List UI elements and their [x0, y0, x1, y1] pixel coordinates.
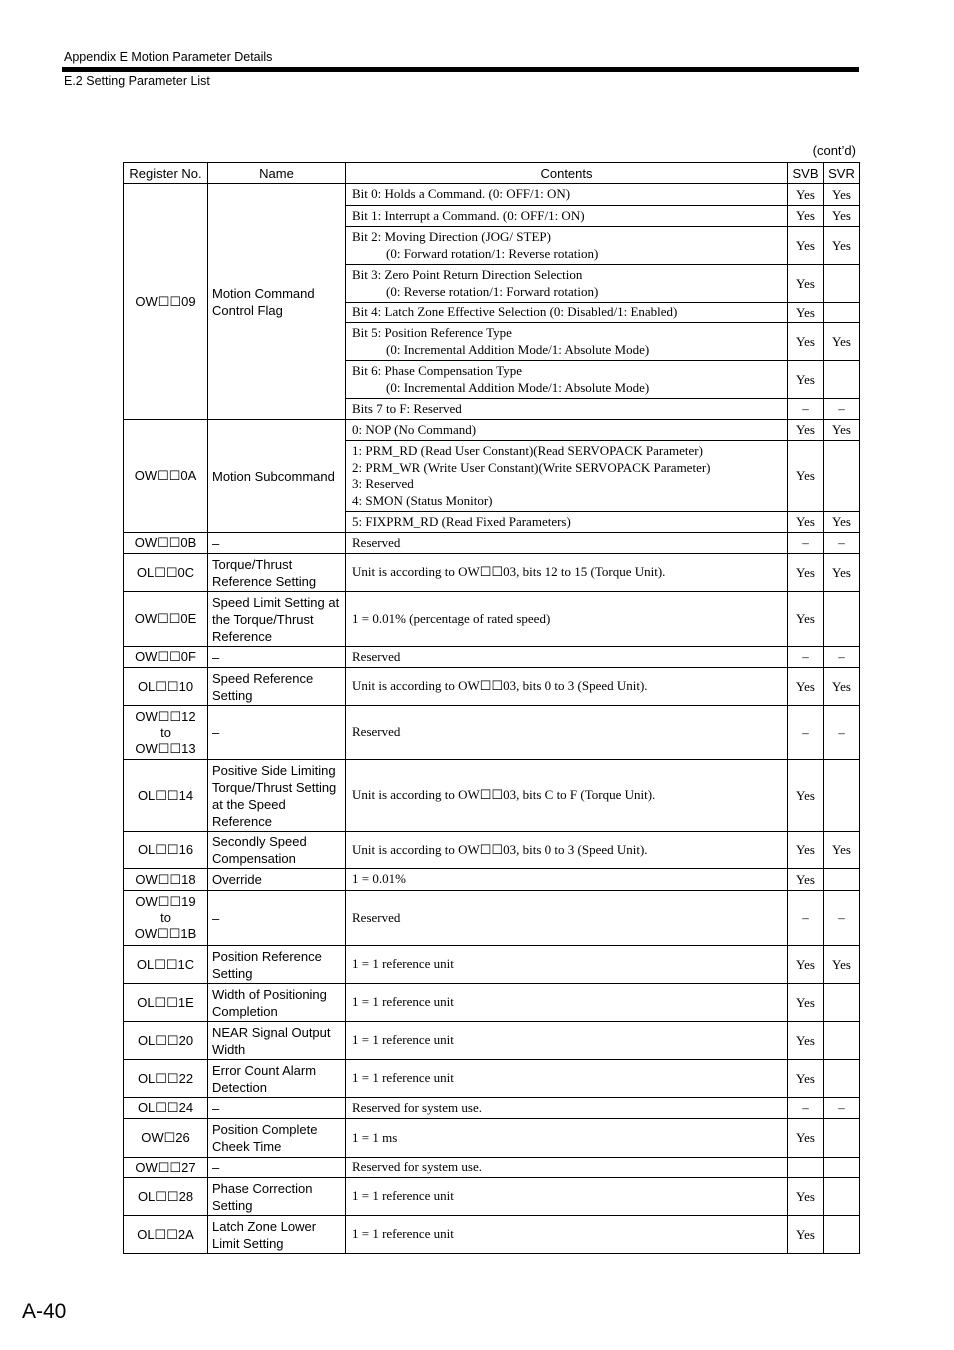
- svb-support: Yes: [788, 592, 824, 647]
- svr-support: [824, 265, 860, 303]
- svr-support: Yes: [824, 420, 860, 441]
- svb-support: Yes: [788, 869, 824, 891]
- page-number: A-40: [22, 1300, 67, 1323]
- svr-support: [824, 303, 860, 323]
- table-row: [124, 891, 860, 946]
- table-row: [124, 533, 860, 554]
- svb-support: Yes: [788, 668, 824, 706]
- parameter-contents: [346, 441, 788, 512]
- contents-line: (0: Incremental Addition Mode/1: Absolute Mode): [386, 341, 650, 357]
- contents-line: 2: PRM_WR (Write User Constant)(Write SERVOPACK Parameter): [352, 459, 711, 475]
- table-row: [124, 1022, 860, 1060]
- svr-support: Yes: [824, 227, 860, 265]
- register-number: OW☐☐27: [124, 1158, 208, 1178]
- svr-support: –: [824, 891, 860, 946]
- contents-line: Reserved: [352, 648, 401, 664]
- parameter-contents: [346, 1022, 788, 1060]
- table-row: [124, 1060, 860, 1098]
- contents-line: Bits 7 to F: Reserved: [352, 400, 462, 416]
- table-row: [124, 706, 860, 760]
- svr-support: Yes: [824, 554, 860, 592]
- contents-line: Reserved for system use.: [352, 1099, 482, 1115]
- parameter-name: NEAR Signal Output Width: [208, 1022, 346, 1060]
- table-row: [124, 184, 860, 206]
- parameter-contents: [346, 227, 788, 265]
- svr-support: [824, 760, 860, 832]
- svr-support: –: [824, 1098, 860, 1119]
- svr-support: Yes: [824, 832, 860, 869]
- parameter-contents: [346, 832, 788, 869]
- parameter-contents: [346, 760, 788, 832]
- contents-line: Bit 3: Zero Point Return Direction Selection: [352, 267, 583, 282]
- contents-line: Reserved for system use.: [352, 1159, 482, 1175]
- svr-support: [824, 592, 860, 647]
- header-rule: [62, 67, 859, 72]
- table-row: [124, 647, 860, 668]
- svb-support: [788, 1158, 824, 1178]
- register-number: OW☐☐09: [124, 184, 208, 420]
- parameter-contents: [346, 554, 788, 592]
- parameter-name: Position Complete Cheek Time: [208, 1119, 346, 1158]
- contents-line: (0: Incremental Addition Mode/1: Absolute Mode): [386, 379, 650, 395]
- svr-support: [824, 1216, 860, 1254]
- svr-support: –: [824, 647, 860, 668]
- parameter-contents: [346, 1098, 788, 1119]
- parameter-name: –: [208, 891, 346, 946]
- parameter-contents: [346, 420, 788, 441]
- svr-support: Yes: [824, 512, 860, 533]
- parameter-name: Width of Positioning Completion: [208, 984, 346, 1022]
- contents-line: Bit 1: Interrupt a Command. (0: OFF/1: ON): [352, 207, 585, 223]
- column-header-svb: SVB: [788, 163, 824, 184]
- contents-line: 1 = 1 reference unit: [352, 1032, 454, 1048]
- parameter-contents: [346, 592, 788, 647]
- parameter-contents: [346, 206, 788, 227]
- parameter-contents: [346, 265, 788, 303]
- register-number: OW☐26: [124, 1119, 208, 1158]
- parameter-contents: [346, 1178, 788, 1216]
- table-row: [124, 554, 860, 592]
- svr-support: Yes: [824, 184, 860, 206]
- svb-support: Yes: [788, 1178, 824, 1216]
- svb-support: –: [788, 533, 824, 554]
- parameter-name: Error Count Alarm Detection: [208, 1060, 346, 1098]
- table-row: [124, 420, 860, 441]
- parameter-name: Speed Limit Setting at the Torque/Thrust Reference: [208, 592, 346, 647]
- parameter-name: Secondly Speed Compensation: [208, 832, 346, 869]
- table-row: [124, 984, 860, 1022]
- contents-line: Reserved: [352, 724, 401, 740]
- parameter-name: –: [208, 533, 346, 554]
- table-row: [124, 1178, 860, 1216]
- table-body: [124, 184, 860, 1254]
- table-row: [124, 1098, 860, 1119]
- register-number: OL☐☐24: [124, 1098, 208, 1119]
- parameter-contents: [346, 533, 788, 554]
- section-header: E.2 Setting Parameter List: [64, 74, 210, 88]
- svb-support: –: [788, 706, 824, 760]
- svb-support: Yes: [788, 946, 824, 984]
- parameter-contents: [346, 869, 788, 891]
- contents-line: 5: FIXPRM_RD (Read Fixed Parameters): [352, 513, 571, 529]
- parameter-contents: [346, 1060, 788, 1098]
- column-header-register: Register No.: [124, 163, 208, 184]
- svr-support: –: [824, 533, 860, 554]
- svb-support: –: [788, 399, 824, 420]
- table-header-row: [124, 163, 860, 184]
- svr-support: [824, 441, 860, 512]
- svb-support: Yes: [788, 760, 824, 832]
- register-number: OL☐☐1C: [124, 946, 208, 984]
- table-row: [124, 1158, 860, 1178]
- svr-support: [824, 1178, 860, 1216]
- parameter-contents: [346, 361, 788, 399]
- contents-line: 3: Reserved: [352, 476, 414, 491]
- svr-support: [824, 869, 860, 891]
- svb-support: Yes: [788, 512, 824, 533]
- register-number: OL☐☐16: [124, 832, 208, 869]
- contents-line: 1 = 1 reference unit: [352, 1226, 454, 1242]
- table-row: [124, 668, 860, 706]
- svb-support: Yes: [788, 323, 824, 361]
- contents-line: 4: SMON (Status Monitor): [352, 492, 493, 508]
- svb-support: –: [788, 1098, 824, 1119]
- contents-line: 1 = 1 reference unit: [352, 1070, 454, 1086]
- table-row: [124, 946, 860, 984]
- svr-support: Yes: [824, 323, 860, 361]
- svb-support: –: [788, 891, 824, 946]
- register-number: OL☐☐22: [124, 1060, 208, 1098]
- table-row: [124, 1119, 860, 1158]
- contents-line: (0: Reverse rotation/1: Forward rotation): [386, 283, 599, 299]
- parameter-name: –: [208, 706, 346, 760]
- svr-support: –: [824, 399, 860, 420]
- svb-support: Yes: [788, 832, 824, 869]
- svr-support: –: [824, 706, 860, 760]
- contents-line: (0: Forward rotation/1: Reverse rotation): [386, 245, 599, 261]
- svb-support: Yes: [788, 1216, 824, 1254]
- parameter-contents: [346, 1119, 788, 1158]
- svb-support: Yes: [788, 1119, 824, 1158]
- svb-support: –: [788, 647, 824, 668]
- svr-support: [824, 1022, 860, 1060]
- parameter-contents: [346, 891, 788, 946]
- contents-line: Bit 0: Holds a Command. (0: OFF/1: ON): [352, 186, 571, 202]
- register-number: OL☐☐28: [124, 1178, 208, 1216]
- register-number: OL☐☐10: [124, 668, 208, 706]
- parameter-contents: [346, 946, 788, 984]
- parameter-name: –: [208, 647, 346, 668]
- svb-support: Yes: [788, 184, 824, 206]
- register-number: OW☐☐12 to OW☐☐13: [124, 706, 208, 760]
- contents-line: Unit is according to OW☐☐03, bits 0 to 3 (Speed Unit).: [352, 678, 648, 694]
- register-number: OW☐☐0E: [124, 592, 208, 647]
- svb-support: Yes: [788, 1060, 824, 1098]
- contents-line: 1: PRM_RD (Read User Constant)(Read SERVOPACK Parameter): [352, 443, 703, 458]
- contents-line: Reserved: [352, 909, 401, 925]
- parameter-contents: [346, 512, 788, 533]
- parameter-contents: [346, 1158, 788, 1178]
- register-number: OW☐☐19 to OW☐☐1B: [124, 891, 208, 946]
- table-row: [124, 869, 860, 891]
- parameter-contents: [346, 706, 788, 760]
- register-number: OL☐☐1E: [124, 984, 208, 1022]
- column-header-svr: SVR: [824, 163, 860, 184]
- svr-support: Yes: [824, 946, 860, 984]
- register-number: OW☐☐18: [124, 869, 208, 891]
- svb-support: Yes: [788, 554, 824, 592]
- parameter-table: [123, 162, 860, 1254]
- contents-line: Unit is according to OW☐☐03, bits C to F (Torque Unit).: [352, 787, 656, 803]
- contents-line: 1 = 0.01%: [352, 871, 406, 887]
- register-number: OL☐☐2A: [124, 1216, 208, 1254]
- contents-line: Bit 4: Latch Zone Effective Selection (0: Disabled/1: Enabled): [352, 304, 678, 320]
- parameter-contents: [346, 984, 788, 1022]
- parameter-name: Override: [208, 869, 346, 891]
- contents-line: Unit is according to OW☐☐03, bits 0 to 3 (Speed Unit).: [352, 841, 648, 857]
- register-number: OL☐☐20: [124, 1022, 208, 1060]
- contents-line: Unit is according to OW☐☐03, bits 12 to 15 (Torque Unit).: [352, 564, 666, 580]
- parameter-name: Speed Reference Setting: [208, 668, 346, 706]
- table-row: [124, 760, 860, 832]
- svr-support: Yes: [824, 668, 860, 706]
- register-number: OW☐☐0B: [124, 533, 208, 554]
- svb-support: Yes: [788, 441, 824, 512]
- register-number: OW☐☐0F: [124, 647, 208, 668]
- contents-line: 0: NOP (No Command): [352, 421, 477, 437]
- table-row: [124, 592, 860, 647]
- svb-support: Yes: [788, 1022, 824, 1060]
- svb-support: Yes: [788, 420, 824, 441]
- contents-line: 1 = 1 reference unit: [352, 1188, 454, 1204]
- svr-support: [824, 984, 860, 1022]
- parameter-name: Position Reference Setting: [208, 946, 346, 984]
- svr-support: [824, 1060, 860, 1098]
- contents-line: 1 = 1 ms: [352, 1129, 398, 1145]
- continued-label: (cont’d): [812, 143, 856, 158]
- svb-support: Yes: [788, 227, 824, 265]
- parameter-name: Motion Subcommand: [208, 420, 346, 533]
- parameter-name: –: [208, 1098, 346, 1119]
- register-number: OW☐☐0A: [124, 420, 208, 533]
- parameter-contents: [346, 647, 788, 668]
- parameter-name: –: [208, 1158, 346, 1178]
- parameter-name: Motion Command Control Flag: [208, 184, 346, 420]
- svb-support: Yes: [788, 984, 824, 1022]
- svb-support: Yes: [788, 303, 824, 323]
- parameter-contents: [346, 1216, 788, 1254]
- parameter-name: Phase Correction Setting: [208, 1178, 346, 1216]
- register-number: OL☐☐14: [124, 760, 208, 832]
- column-header-name: Name: [208, 163, 346, 184]
- svb-support: Yes: [788, 206, 824, 227]
- parameter-contents: [346, 399, 788, 420]
- contents-line: Reserved: [352, 534, 401, 550]
- svb-support: Yes: [788, 265, 824, 303]
- svr-support: [824, 1158, 860, 1178]
- table-row: [124, 832, 860, 869]
- contents-line: Bit 6: Phase Compensation Type: [352, 363, 523, 378]
- contents-line: Bit 2: Moving Direction (JOG/ STEP): [352, 229, 551, 244]
- contents-line: 1 = 1 reference unit: [352, 994, 454, 1010]
- parameter-contents: [346, 184, 788, 206]
- parameter-name: Positive Side Limiting Torque/Thrust Setting at the Speed Reference: [208, 760, 346, 832]
- svr-support: Yes: [824, 206, 860, 227]
- parameter-name: Torque/Thrust Reference Setting: [208, 554, 346, 592]
- contents-line: Bit 5: Position Reference Type: [352, 325, 512, 340]
- parameter-contents: [346, 323, 788, 361]
- svb-support: Yes: [788, 361, 824, 399]
- chapter-header: Appendix E Motion Parameter Details: [64, 50, 273, 64]
- table-row: [124, 1216, 860, 1254]
- parameter-name: Latch Zone Lower Limit Setting: [208, 1216, 346, 1254]
- svr-support: [824, 1119, 860, 1158]
- parameter-contents: [346, 303, 788, 323]
- contents-line: 1 = 1 reference unit: [352, 956, 454, 972]
- contents-line: 1 = 0.01% (percentage of rated speed): [352, 610, 551, 626]
- svr-support: [824, 361, 860, 399]
- parameter-contents: [346, 668, 788, 706]
- column-header-contents: Contents: [346, 163, 788, 184]
- register-number: OL☐☐0C: [124, 554, 208, 592]
